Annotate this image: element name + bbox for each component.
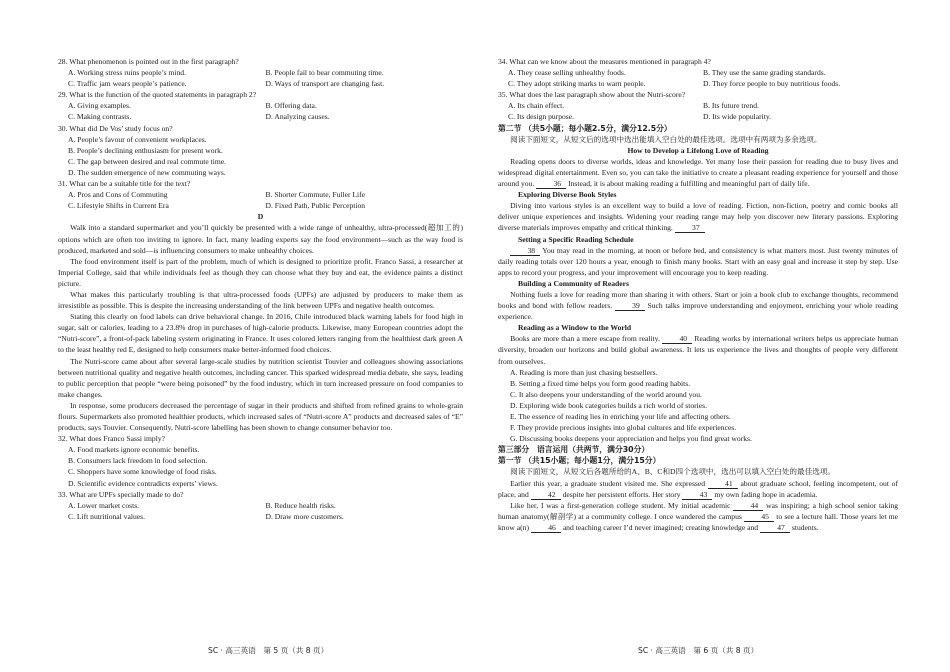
question-30: 30. What did De Vos’ study focus on? [58,123,173,133]
blank-47: 47 [760,523,790,533]
option-b: B. They use the same grading standards. [703,68,826,78]
option-d: D. Analyzing causes. [265,112,330,122]
text-segment: despite her persistent efforts. Her story [562,489,681,499]
options-row [68,67,463,78]
text-segment: Books are more than a mere escape from reality. [510,334,660,344]
passage-paragraph [498,333,898,366]
options-row [68,78,463,89]
blank-42: 42 [531,490,561,500]
text-segment: You may read in the morning, at noon or before bed, and consistency is what matters most. Just twenty minutes of daily reading totals over 120 hours a year, enough to finish many books. Start with an easy goal and increase it step by step. Use apps to record your progress, and your improvement will encourage you to keep reading. [498,245,898,277]
option-c: C. Its design purpose. [508,112,575,122]
passage-paragraph: Stating this clearly on food labels can drive behavioral change. In 2016, Chile introduced black warning labels for food high in sugar, salt or calories, leading to a 23.8% drop in purchases of high-calorie products. Likewise, many European countries adopt the “Nutri-score”, a front-of-pack labeling system originating in France. It uses colored letters ranging from the healthiest dark green A to the least healthy red E, designed to help consumers make better-informed food choices. [58,312,463,355]
choice-option: A. Reading is more than just chasing bestsellers. [510,367,658,377]
right-column [498,56,898,533]
option-c: C. Lifestyle Shifts in Current Era [68,201,169,211]
option-c: C. Lift nutritional values. [68,511,145,521]
choice-option: G. Discussing books deepens your appreciation and helps you find great works. [510,434,752,444]
section-heading: 第二节 （共5小题；每小题2.5分，满分12.5分） [498,123,672,133]
option-a: A. People’s favour of convenient workplaces. [68,134,207,144]
question-34: 34. What can we know about the measures mentioned in paragraph 4? [498,57,711,66]
option-c: C. Traffic jam wears people’s patience. [68,79,187,89]
option-b: B. Its future trend. [703,101,759,111]
question-31: 31. What can be a suitable title for the text? [58,179,191,189]
option-b: B. People’s declining enthusiasm for present work. [68,145,223,155]
part-heading: 第三部分 语言运用（共两节，满分30分） [498,445,650,455]
blank-36: 36 [536,179,566,189]
question-35: 35. What does the last paragraph show about the Nutri-score? [498,90,686,100]
options-row [508,111,898,122]
text-segment: Earlier this year, a graduate student visited me. She expressed [510,478,706,488]
option-c: C. The gap between desired and real commute time. [68,156,227,166]
passage-paragraph: The food environment itself is part of the problem, much of which is designed to prioritize profit. Franco Sassi, a researcher at Imperial College, said that while individuals feel as though they can choose what they buy and eat, the evidence paints a distinct picture. [58,256,463,288]
passage-paragraph: What makes this particularly troubling is that ultra-processed foods (UPFs) are adjusted by producers to make them as irresistible as possible. This is despite the increasing understanding of the link between UPFs and negative health outcomes. [58,289,463,311]
subheading: Building a Community of Readers [518,278,629,288]
option-c: C. They adopt striking marks to warn people. [508,79,646,89]
choice-option: F. They provide precious insights into global cultures and life experiences. [510,423,737,433]
passage-paragraph: Walk into a standard supermarket and you’ll quickly be presented with a wide range of unhealthy, ultra-processed(超加工的) options which are often too inviting to ignore. In fact, many leading experts say the food environment—such as the way food is produced, marketed and sold—is influencing consumers to make unhealthy choices. [58,223,463,255]
option-a: A. Its chain effect. [508,101,565,111]
option-a: A. Food markets ignore economic benefits. [68,445,200,455]
option-b: B. Offering data. [265,101,317,111]
blank-39: 39 [615,301,645,311]
subheading: Setting a Specific Reading Schedule [518,234,634,244]
question-33: 33. What are UPFs specially made to do? [58,489,184,499]
passage-paragraph [498,156,898,189]
text-segment: Diving into various styles is an excellent way to build a love of reading. Fiction, non-fiction, poetry and comic books all deliver unique experiences and insights. Widening your reading range may help you discover new literary passions. Exploring diverse materials improves empathy and critical thinking. [498,201,898,233]
passage-letter: D [257,212,264,222]
option-d: D. Its wide popularity. [703,112,772,122]
options-row [68,111,463,122]
options-row [508,78,898,89]
options-row [508,67,898,78]
option-d: D. Scientific evidence contradicts experts’ views. [68,478,218,488]
page-footer-left: SC · 高三英语 第 5 页（共 8 页） [208,646,329,655]
blank-45: 45 [744,512,774,522]
choice-option: B. Setting a fixed time helps you form good reading habits. [510,378,691,388]
option-d: D. Fixed Path, Public Perception [265,201,366,211]
subheading: Exploring Diverse Book Styles [518,190,617,200]
blank-41: 41 [708,479,738,489]
choice-option: C. It also deepens your understanding of the world around you. [510,389,702,399]
blank-46: 46 [531,523,561,533]
text-segment: my own fading hope in academia. [714,489,818,499]
option-b: B. Consumers lack freedom in food selection. [68,456,208,466]
passage-paragraph [498,289,898,322]
options-row [68,189,463,200]
text-segment: Reading works by international writers helps us appreciate human diversity, broaden our horizons and build global awareness. It lets us experience the lives and thoughts of people very different from ourselves. [498,334,899,366]
section-heading: 第一节 （共15小题；每小题1分，满分15分） [498,456,661,466]
option-c: C. Shoppers have some knowledge of food risks. [68,467,217,477]
text-segment: and teaching career I’d never imagined; creating knowledge and [562,522,759,532]
options-row [68,500,463,511]
blank-38: 38 [510,246,540,256]
question-29: 29. What is the function of the quoted statements in paragraph 2? [58,90,257,100]
passage-paragraph: In response, some producers decreased the percentage of sugar in their products and shifted from refined grains to whole-grain flours. Supermarkets also promoted healthier products, which increased sales of “Nutri-score A” products and decreased sales of “E” products, says Touvier. Consequently, Nutri-score labelling has been shown to change consumer behavior too. [58,400,463,433]
section-instruction: 阅读下面短文，从短文后各题所给的A、B、C和D四个选项中，选出可以填入空白处的最佳选项。 [510,467,835,477]
option-b: B. People fail to bear commuting time. [265,68,384,78]
passage-paragraph [498,478,898,500]
text-segment: was inspiring; a high school senior taking human anatomy(解剖学) at a community college. I once wandered the campus [498,500,898,521]
option-d: D. Draw more customers. [265,511,344,521]
option-a: A. Working stress ruins people’s mind. [68,68,186,78]
option-a: A. Lower market costs. [68,500,140,510]
blank-37: 37 [675,223,705,233]
option-b: B. Shorter Commute, Fuller Life [265,190,366,200]
blank-40: 40 [662,334,692,344]
text-segment: Instead, it is about making reading a fulfilling and meaningful part of daily life. [568,179,810,189]
text-segment: Nothing fuels a love for reading more than sharing it with others. Start or join a book club to exchange thoughts, recommend books and bond with fellow readers. [498,289,898,311]
text-segment: about graduate school, feeling incompetent, out of place, and [498,478,898,499]
passage-paragraph [498,200,898,233]
text-segment: Reading opens doors to diverse worlds, ideas and knowledge. Yet many lose their passion for reading due to busy lives and widespread digital entertainment. Even so, you can take the initiative to create a pleasant reading experience for yourself and those around you. [498,156,898,189]
left-column [58,56,463,522]
text-segment: to see a lecture hall. Those years let me know a(n) [498,511,898,532]
passage-paragraph: The Nutri-score came about after several large-scale studies by nutrition scientist Touvier and colleagues showing associations between nutritional quality and negative health outcomes, including cancer. This sparked widespread media debate, she says, leading to public perception that people “were being poisoned” by the food industry, which in turn increased pressure on food companies to make changes. [58,356,463,399]
options-row [68,100,463,111]
option-d: D. They force people to buy nutritious foods. [703,79,841,89]
choice-option: D. Exploring wide book categories builds a rich world of stories. [510,400,707,410]
question-28: 28. What phenomenon is pointed out in the first paragraph? [58,57,239,66]
question-32: 32. What does Franco Sassi imply? [58,434,166,444]
text-segment: Such talks improve understanding and enjoyment, enriching your whole reading experience. [498,301,898,322]
blank-43: 43 [682,490,712,500]
options-row [508,100,898,111]
page-footer-right: SC · 高三英语 第 6 页（共 8 页） [638,646,759,655]
subheading: Reading as a Window to the World [518,323,632,333]
passage-paragraph [498,500,898,533]
text-segment: Like her, I was a first-generation college student. My initial academic [510,500,731,510]
options-row [68,200,463,211]
option-a: A. They cease selling unhealthy foods. [508,68,626,78]
choice-option: E. The essence of reading lies in enriching your life and affecting others. [510,412,731,421]
option-a: A. Pros and Cons of Commuting [68,190,168,200]
option-d: D. The sudden emergence of new commuting ways. [68,167,226,177]
text-segment: students. [791,522,819,532]
section-instruction: 阅读下面短文，从短文后的选项中选出能填入空白处的最佳选项。选项中有两项为多余选项。 [510,134,822,144]
passage-title: How to Develop a Lifelong Love of Reading [627,145,769,155]
option-c: C. Making contrasts. [68,112,132,122]
option-d: D. Ways of transport are changing fast. [265,79,385,89]
passage-paragraph [498,245,898,278]
option-b: B. Reduce health risks. [265,500,336,510]
option-a: A. Giving examples. [68,101,131,111]
options-row [68,511,463,522]
blank-44: 44 [733,501,763,511]
